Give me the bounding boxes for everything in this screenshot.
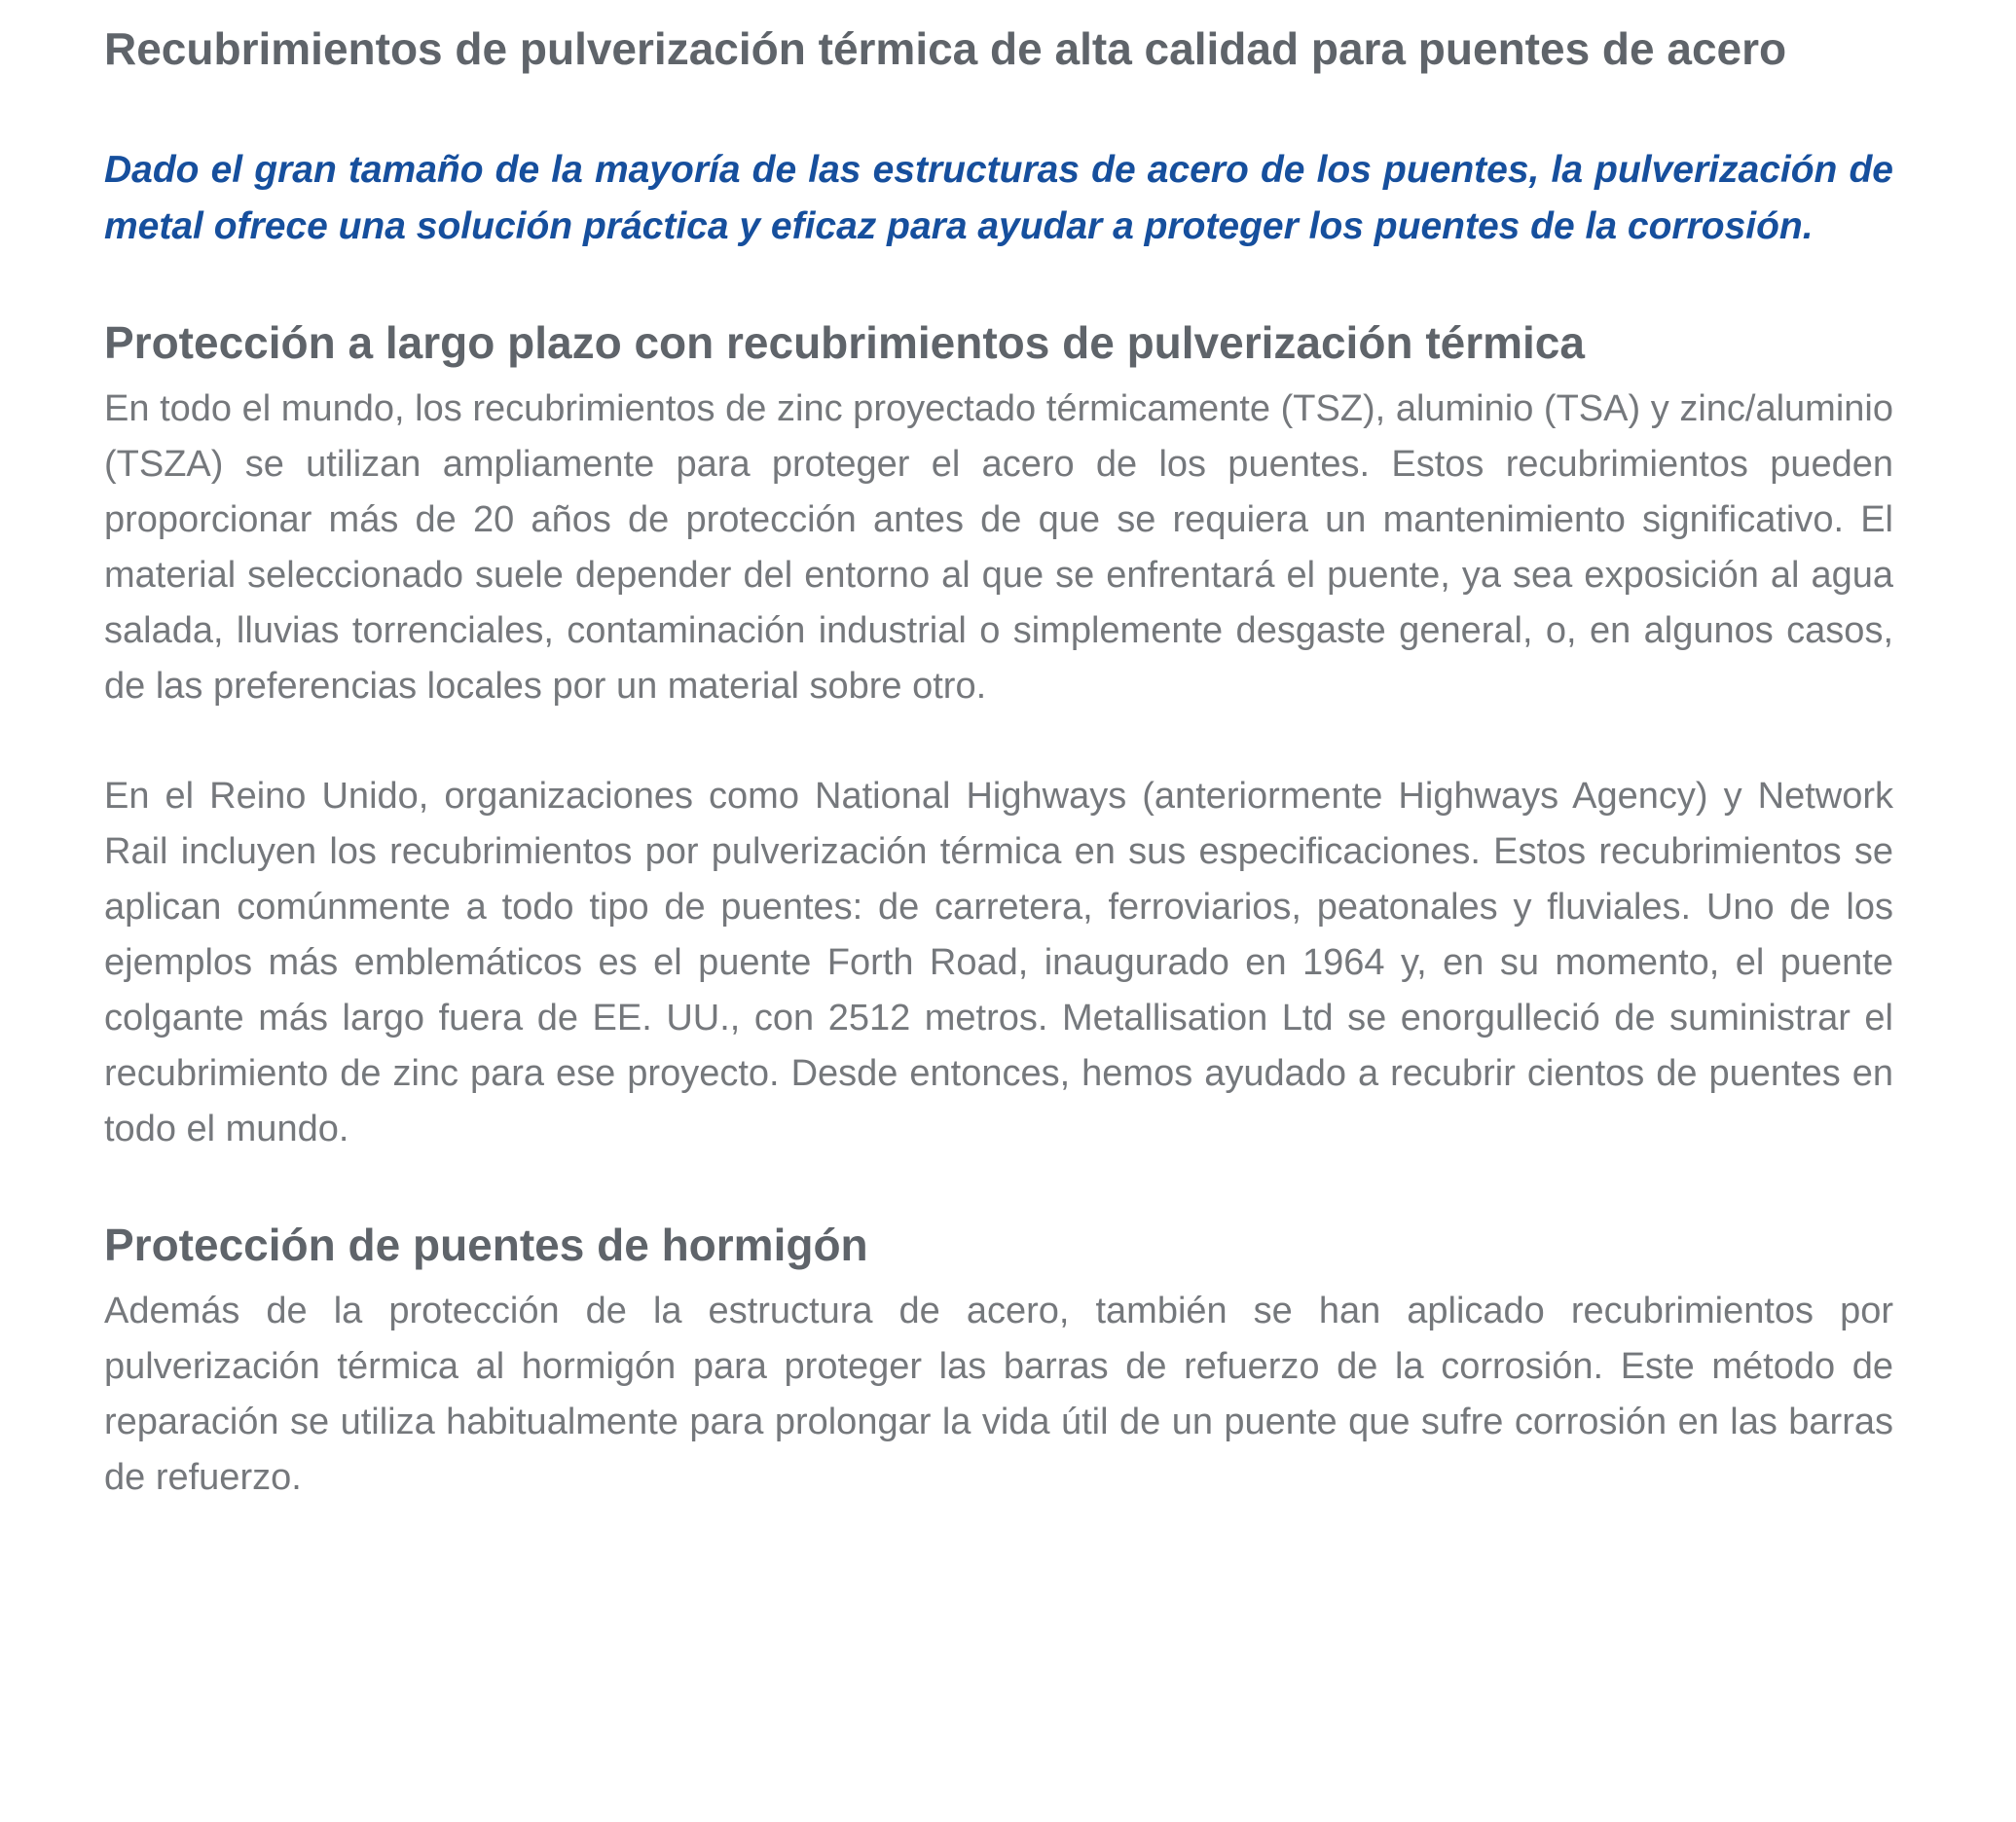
paragraph-concrete-rebar: Además de la protección de la estructura de acero, también se han aplicado recubrimientos por pulverización térmica al hormigón para proteger las barras de refuerzo de la corrosión. Este método de reparación se utiliza habitualmente para prolongar la vida útil de un puente que sufre corrosión en las barras de refuerzo. <box>104 1291 1893 1498</box>
paragraph-worldwide-coatings: En todo el mundo, los recubrimientos de zinc proyectado térmicamente (TSZ), aluminio (TSA) y zinc/aluminio (TSZA) se utilizan ampliamente para proteger el acero de los puentes. Estos recubrimientos pueden proporcionar más de 20 años de protección antes de que se requiera un mantenimiento significativo. El material seleccionado suele depender del entorno al que se enfrentará el puente, ya sea exposición al agua salada, lluvias torrenciales, contaminación industrial o simplemente desgaste general, o, en algunos casos, de las preferencias locales por un material sobre otro. <box>104 388 1893 707</box>
section-concrete-protection <box>104 1214 1893 1506</box>
paragraph-uk-organizations: En el Reino Unido, organizaciones como National Highways (anteriormente Highways Agency) y Network Rail incluyen los recubrimientos por pulverización térmica en sus especificaciones. Estos recubrimientos se aplican comúnmente a todo tipo de puentes: de carretera, ferroviarios, peatonales y fluviales. Uno de los ejemplos más emblemáticos es el puente Forth Road, inaugurado en 1964 y, en su momento, el puente colgante más largo fuera de EE. UU., con 2512 metros. Metallisation Ltd se enorgulleció de suministrar el recubrimiento de zinc para ese proyecto. Desde entonces, hemos ayudado a recubrir cientos de puentes en todo el mundo. <box>104 776 1893 1149</box>
page-title: Recubrimientos de pulverización térmica de alta calidad para puentes de acero <box>104 23 1787 74</box>
section-long-term-protection <box>104 311 1893 1157</box>
section-heading-thermal-spray: Protección a largo plazo con recubrimientos de pulverización térmica <box>104 317 1585 368</box>
lead-paragraph: Dado el gran tamaño de la mayoría de las estructuras de acero de los puentes, la pulverización de metal ofrece una solución práctica y eficaz para ayudar a proteger los puentes de la corrosión. <box>104 149 1893 247</box>
section-heading-concrete-bridges: Protección de puentes de hormigón <box>104 1220 868 1270</box>
